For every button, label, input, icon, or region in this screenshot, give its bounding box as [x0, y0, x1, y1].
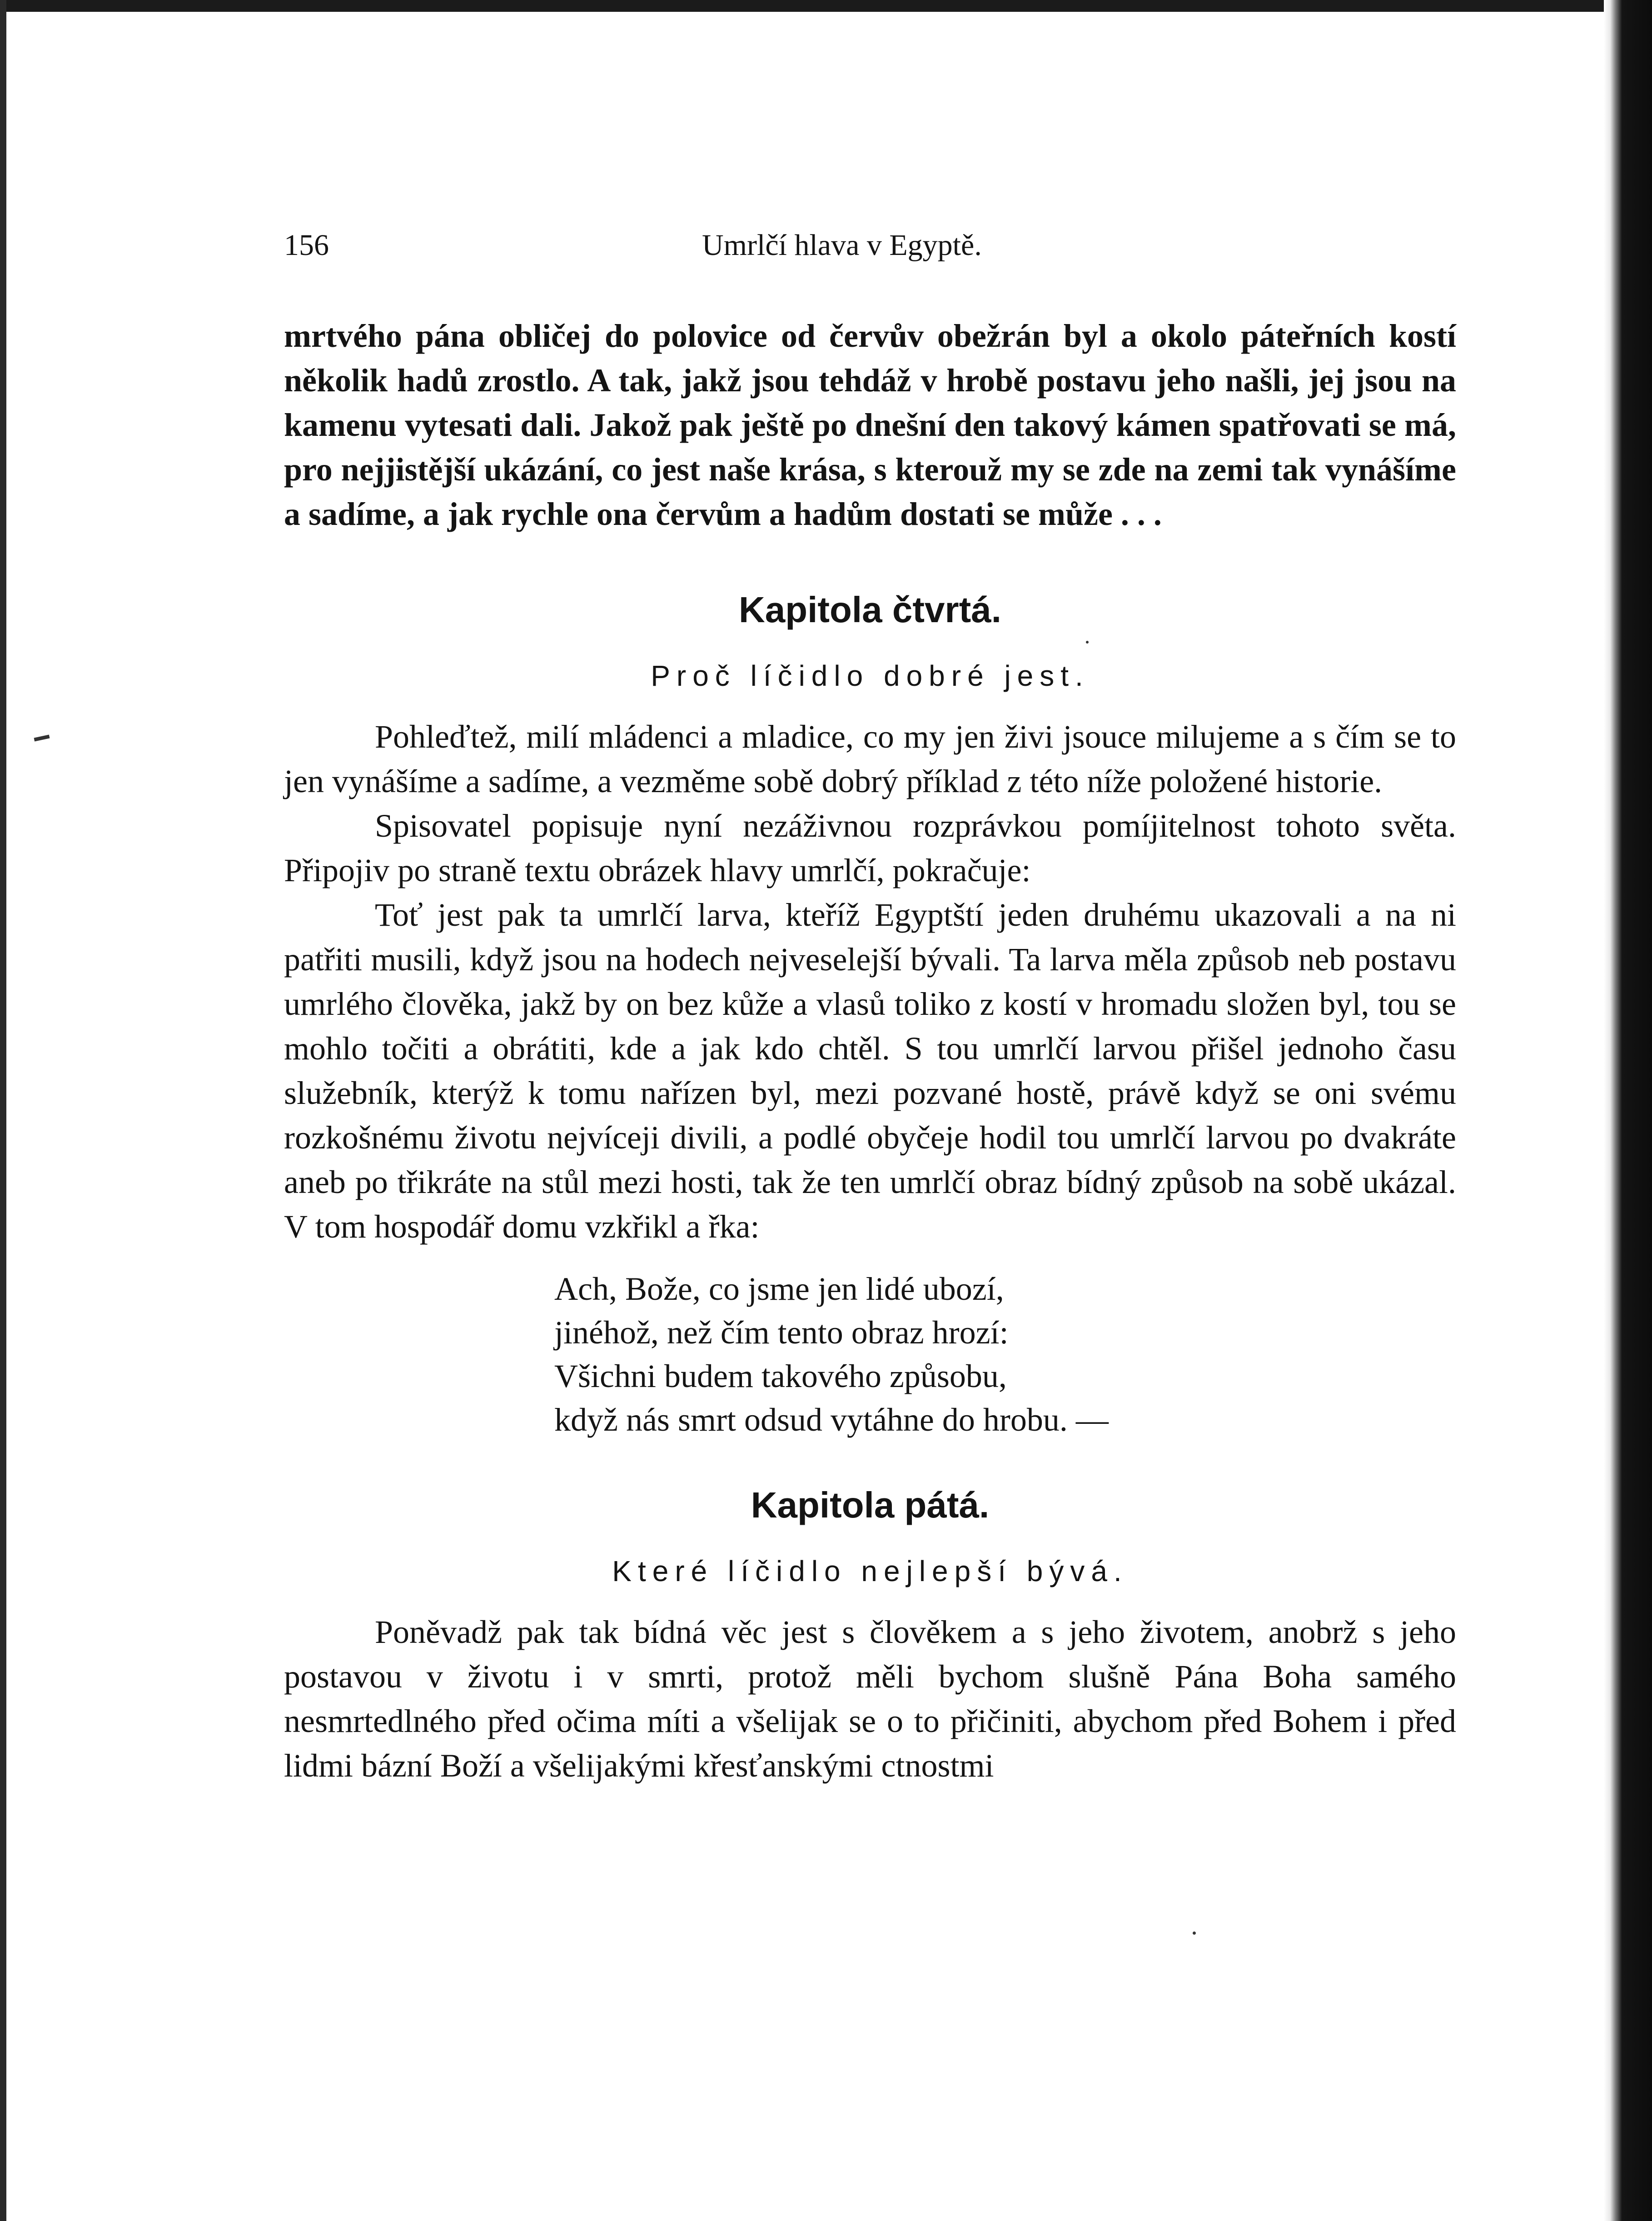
verse-line: když nás smrt odsud vytáhne do hrobu. —: [554, 1402, 1109, 1438]
chapter-5-subtitle: Které líčidlo nejlepší bývá.: [612, 1555, 1128, 1587]
intro-section: [284, 314, 1456, 536]
running-title: Umrlčí hlava v Egyptě.: [702, 229, 982, 262]
page-header: [284, 227, 1456, 264]
chapter-5-heading: Kapitola pátá.: [751, 1485, 990, 1525]
verse-block: [554, 1267, 1456, 1442]
page-number: 156: [284, 229, 329, 262]
chapter-4-subtitle: Proč líčidlo dobré jest.: [651, 659, 1090, 692]
scan-right-edge: [1604, 0, 1652, 2221]
intro-paragraph: mrtvého pána obličej do polovice od červův obežrán byl a okolo páteřních kostí několik hadů zrostlo. A tak, jakž jsou tehdáž v hrobě postavu jeho našli, jej jsou na kamenu vytesati dali. Jakož pak ještě po dnešní den takový kámen spatřovati se má, pro nejjistější ukázání, co jest naše krása, s kterouž my se zde na zemi tak vynášíme a sadíme, a jak rychle ona červům a hadům dostati se může . . .: [284, 318, 1456, 532]
chapter-4-heading: Kapitola čtvrtá.: [739, 589, 1001, 630]
chapter-4-body: [284, 714, 1456, 1249]
chapter-4-paragraph-2: Spisovatel popisuje nyní nezáživnou rozprávkou pomíjitelnost tohoto světa. Připojiv po straně textu obrázek hlavy umrlčí, pokračuje:: [284, 808, 1456, 888]
chapter-4-paragraph-1: Pohleďtež, milí mládenci a mladice, co my jen živi jsouce milujeme a s čím se to jen vynášíme a sadíme, a vezměme sobě dobrý příklad z této níže položené historie.: [284, 719, 1456, 799]
chapter-4-paragraph-3: Toť jest pak ta umrlčí larva, kteříž Egyptští jeden druhému ukazovali a na ni patřiti musili, když jsou na hodech nejveselejší bývali. Ta larva měla způsob neb postavu umrlého člověka, jakž by on bez kůže a vlasů toliko z kostí v hromadu složen byl, tou se mohlo točiti a obrátiti, kde a jak kdo chtěl. S tou umrlčí larvou přišel jednoho času služebník, kterýž k tomu nařízen byl, mezi pozvané hostě, právě když se oni svému rozkošnému životu nejvíceji divili, a podlé obyčeje hodil tou umrlčí larvou po dvakráte aneb po třikráte na stůl mezi hosti, tak že ten umrlčí obraz bídný způsob na sobě ukázal. V tom hospodář domu vzkřikl a řka:: [284, 897, 1456, 1245]
chapter-5-body: [284, 1610, 1456, 1788]
chapter-5-paragraph-1: Poněvadž pak tak bídná věc jest s člověkem a s jeho životem, anobrž s jeho postavou v životu i v smrti, protož měli bychom slušně Pána Boha samého nesmrtedlného před očima míti a všelijak se o to přičiniti, abychom před Bohem i před lidmi bázní Boží a všelijakými křesťanskými ctnostmi: [284, 1614, 1456, 1784]
verse-line: jinéhož, než čím tento obraz hrozí:: [554, 1314, 1009, 1351]
scan-top-edge: [0, 0, 1652, 12]
verse-line: Všichni budem takového způsobu,: [554, 1358, 1007, 1394]
scan-speck: [34, 735, 50, 742]
book-page: [284, 227, 1456, 1788]
scan-left-edge: [0, 0, 6, 2221]
verse-line: Ach, Bože, co jsme jen lidé ubozí,: [554, 1271, 1004, 1307]
scan-speck: [1193, 1932, 1196, 1935]
